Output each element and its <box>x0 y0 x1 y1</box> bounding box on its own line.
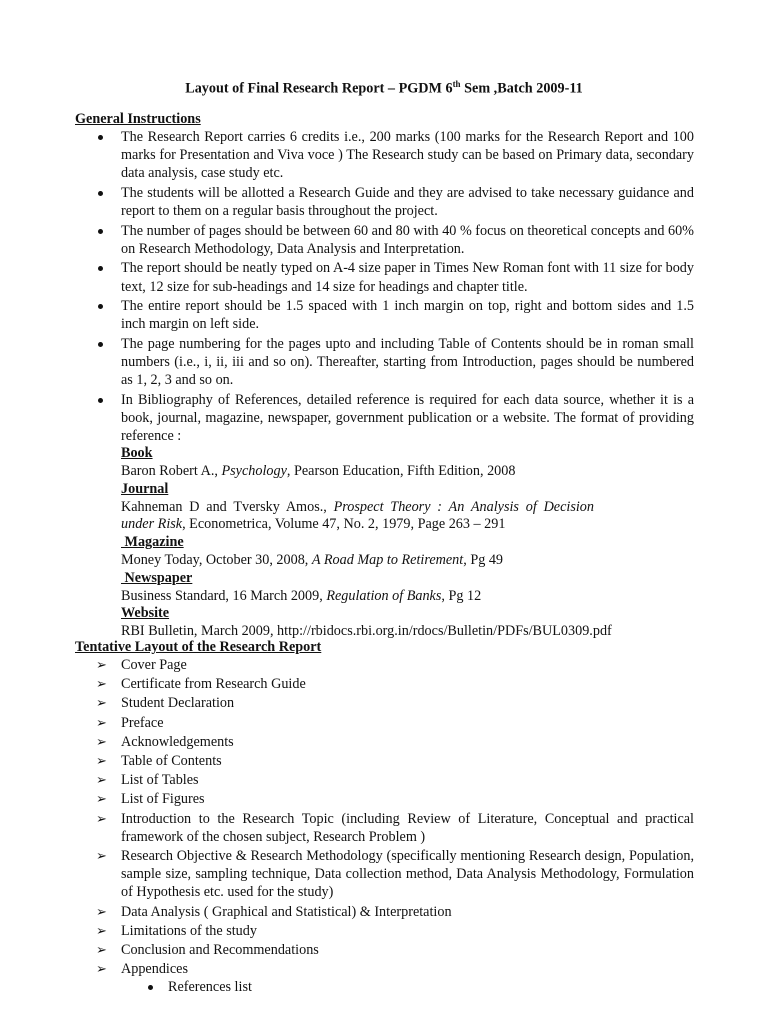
tentative-layout-heading: Tentative Layout of the Research Report <box>75 639 322 655</box>
instruction-text: In Bibliography of References, detailed reference is required for each data source, whether it is a book, journal, magazine, newspaper, government publication or a website. The format of providing reference : <box>121 391 694 445</box>
layout-item <box>0 714 768 732</box>
ref-text: , Pg 49 <box>463 552 504 569</box>
ref-example-magazine <box>121 552 694 570</box>
bullet-dot-icon <box>98 191 103 196</box>
ref-title: A Road Map to Retirement <box>311 552 464 569</box>
ref-example-journal <box>121 499 694 535</box>
layout-item-text: Data Analysis ( Graphical and Statistical) & Interpretation <box>121 903 452 920</box>
layout-item <box>0 810 768 846</box>
instructions-list <box>0 128 768 642</box>
ref-text: , Pearson Education, Fifth Edition, 2008 <box>286 463 516 480</box>
layout-item <box>0 790 768 808</box>
ref-example-book <box>121 463 694 481</box>
arrowhead-icon: ➢ <box>96 714 107 730</box>
layout-item-text: Certificate from Research Guide <box>121 676 306 693</box>
ref-text: Baron Robert A., <box>121 463 222 480</box>
layout-item <box>0 941 768 959</box>
layout-item-text: Conclusion and Recommendations <box>121 942 319 959</box>
reference-formats <box>121 445 694 641</box>
layout-item <box>0 733 768 751</box>
arrowhead-icon: ➢ <box>96 733 107 749</box>
ref-example-newspaper <box>121 588 694 606</box>
bullet-dot-icon <box>98 229 103 234</box>
arrowhead-icon: ➢ <box>96 848 107 864</box>
document-title <box>0 74 768 99</box>
layout-item-text: Student Declaration <box>121 695 235 712</box>
instruction-item <box>0 222 768 258</box>
instruction-text: The report should be neatly typed on A-4 size paper in Times New Roman font with 11 size for body text, 12 size for sub-headings and 14 size for headings and chapter title. <box>121 260 694 295</box>
instruction-item <box>0 128 768 183</box>
layout-item-text: List of Tables <box>121 772 199 789</box>
layout-item-text: Research Objective & Research Methodology (specifically mentioning Research design, Population, sample size, sampling technique, Data collection method, Data Analysis Methodology, Formulation of Hypothesis etc. used for the study) <box>121 848 694 901</box>
arrowhead-icon: ➢ <box>96 753 107 769</box>
layout-item-text: Acknowledgements <box>121 733 234 750</box>
layout-item <box>0 960 768 996</box>
layout-item <box>0 771 768 789</box>
arrowhead-icon: ➢ <box>96 961 107 977</box>
instruction-text: The entire report should be 1.5 spaced with 1 inch margin on top, right and bottom sides and 1.5 inch margin on left side. <box>121 298 694 333</box>
layout-item-text: Table of Contents <box>121 753 222 770</box>
layout-item-text: Appendices <box>121 961 188 978</box>
ref-title: Prospect Theory : An Analysis of Decision under Risk <box>121 498 594 533</box>
instruction-text: The number of pages should be between 60 and 80 with 40 % focus on theoretical concepts and 60% on Research Methodology, Data Analysis and Interpretation. <box>121 222 694 257</box>
appendix-item-text: References list <box>168 979 252 996</box>
ref-text: , Econometrica, Volume 47, No. 2, 1979, Page 263 – 291 <box>182 516 506 533</box>
ref-text: Money Today, October 30, 2008, <box>121 552 312 569</box>
ref-heading-newspaper: Newspaper <box>121 569 193 586</box>
bullet-dot-icon <box>98 342 103 347</box>
ref-text: , Pg 12 <box>441 587 482 604</box>
arrowhead-icon: ➢ <box>96 810 107 826</box>
instruction-item <box>0 184 768 220</box>
ref-text: Kahneman D and Tversky Amos., <box>121 498 334 515</box>
bullet-dot-icon <box>98 266 103 271</box>
ref-heading-magazine: Magazine <box>121 534 184 551</box>
instruction-item <box>0 297 768 333</box>
bullet-dot-icon <box>98 135 103 140</box>
ref-heading-website: Website <box>121 605 170 622</box>
ref-title: Regulation of Banks <box>326 587 442 604</box>
instruction-text: The students will be allotted a Research Guide and they are advised to take necessary guidance and report to them on a regular basis throughout the project. <box>121 184 694 220</box>
appendix-item <box>121 978 694 996</box>
bullet-dot-icon <box>148 985 153 990</box>
title-superscript: th <box>452 79 461 89</box>
arrowhead-icon: ➢ <box>96 942 107 958</box>
ref-text: Business Standard, 16 March 2009, <box>121 587 327 604</box>
arrowhead-icon: ➢ <box>96 657 107 672</box>
layout-item-text: List of Figures <box>121 791 205 808</box>
layout-item <box>0 903 768 921</box>
title-text-end: Sem ,Batch 2009-11 <box>460 80 583 97</box>
ref-heading-journal: Journal <box>121 480 169 497</box>
layout-item-text: Preface <box>121 714 164 731</box>
layout-item-text: Introduction to the Research Topic (including Review of Literature, Conceptual and practical framework of the chosen subject, Research Problem ) <box>121 810 694 845</box>
layout-item-text: Limitations of the study <box>121 922 257 939</box>
general-instructions-heading: General Instructions <box>75 111 201 127</box>
instruction-item <box>0 259 768 295</box>
arrowhead-icon: ➢ <box>96 791 107 807</box>
instruction-item <box>0 335 768 390</box>
layout-item <box>0 675 768 693</box>
instruction-text: The Research Report carries 6 credits i.e., 200 marks (100 marks for the Research Report and 100 marks for Presentation and Viva voce ) The Research study can be based on Primary data, secondary data analysis, case study etc. <box>121 129 694 182</box>
ref-text: RBI Bulletin, March 2009, http://rbidocs.rbi.org.in/rdocs/Bulletin/PDFs/BUL0309.pdf <box>121 623 612 640</box>
arrowhead-icon: ➢ <box>96 772 107 788</box>
arrowhead-icon: ➢ <box>96 676 107 692</box>
layout-item <box>0 847 768 902</box>
bullet-dot-icon <box>98 398 103 403</box>
layout-item <box>0 656 768 674</box>
title-text: Layout of Final Research Report – PGDM 6 <box>185 80 453 97</box>
instruction-item <box>0 391 768 641</box>
layout-list <box>0 656 768 998</box>
ref-heading-book: Book <box>121 445 153 462</box>
arrowhead-icon: ➢ <box>96 922 107 938</box>
arrowhead-icon: ➢ <box>96 695 107 711</box>
bullet-dot-icon <box>98 304 103 309</box>
arrowhead-icon: ➢ <box>96 903 107 919</box>
ref-title: Psychology <box>221 463 287 480</box>
appendices-sublist <box>121 978 694 996</box>
layout-item <box>0 922 768 940</box>
instruction-text: The page numbering for the pages upto and including Table of Contents should be in roman small numbers (i.e., i, ii, iii and so on). Thereafter, starting from Introduction, pages should be numbered as 1, 2, 3 and so on. <box>121 335 694 389</box>
layout-item-text: Cover Page <box>121 657 187 673</box>
layout-item <box>0 752 768 770</box>
layout-item <box>0 694 768 712</box>
